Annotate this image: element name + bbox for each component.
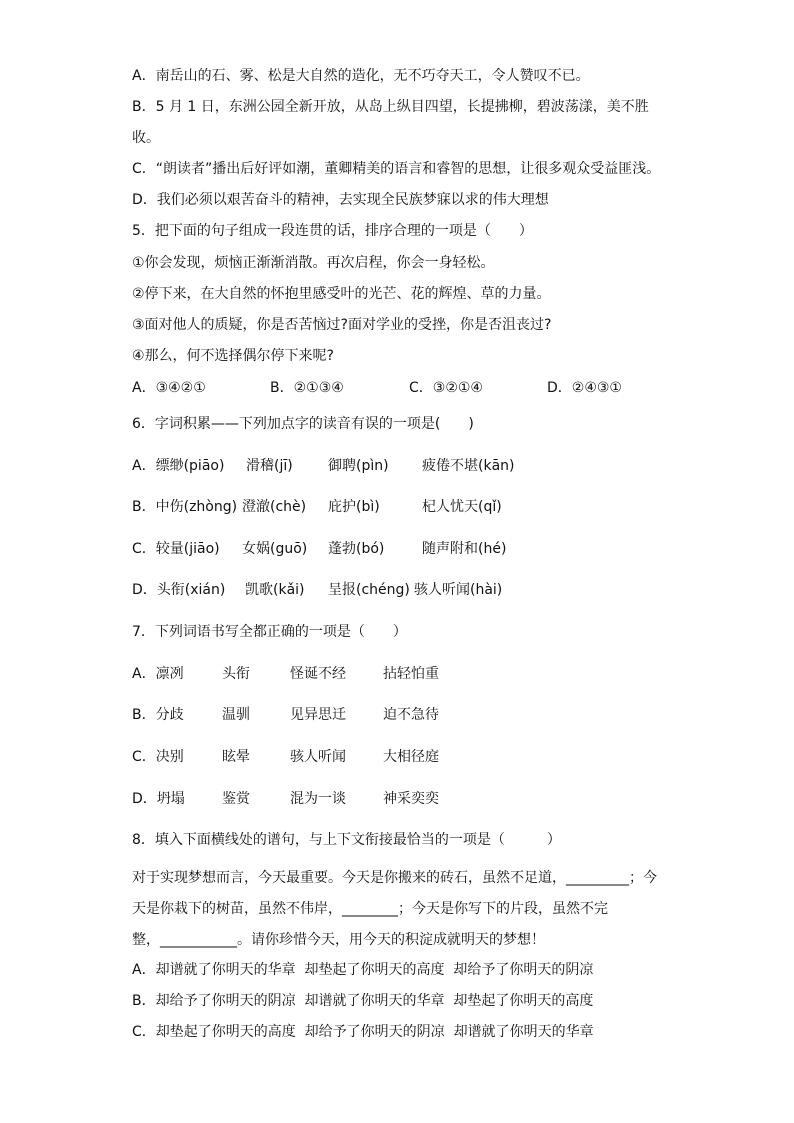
q7-cell: 混为一谈 (290, 791, 346, 807)
q6-cell: 蓬勃(bó) (328, 541, 385, 557)
q8-passage-line1: 对于实现梦想而言，今天最重要。今天是你搬来的砖石，虽然不足道，_________；今 (132, 870, 657, 886)
q6-cell: 杞人忧天(qǐ) (422, 499, 502, 515)
q8-passage-line2: 天是你栽下的树苗，虽然不伟岸，________；今天是你写下的片段，虽然不完 (132, 901, 608, 917)
q6-cell: 骇人听闻(hài) (414, 582, 503, 598)
q6-option-row (132, 580, 503, 600)
q7-cell: 温驯 (222, 707, 250, 723)
q7-cell: 鉴赏 (222, 791, 250, 807)
q6-cell: A．缥缈(piāo) (132, 458, 225, 474)
q7-cell: 头衔 (222, 666, 250, 682)
q6-cell: D．头衔(xián) (132, 582, 226, 598)
q5-options-row (132, 378, 622, 398)
q6-cell: 滑稽(jī) (246, 458, 293, 474)
q6-option-row (132, 497, 502, 517)
q4-option-a: A．南岳山的石、雾、松是大自然的造化，无不巧夺天工，令人赞叹不已。 (132, 68, 590, 84)
q4-option-b-line1: B．5 月 1 日，东洲公园全新开放，从岛上纵目四望，长提拂柳，碧波荡漾，美不胜 (132, 99, 649, 115)
q6-cell: 女娲(guō) (242, 541, 308, 557)
q7-option-row (132, 747, 439, 767)
q8-option-c: C．却垫起了你明天的高度 却给予了你明天的阴凉 却谱就了你明天的华章 (132, 1024, 594, 1040)
q7-cell: A．凛冽 (132, 666, 184, 682)
q8-option-b: B．却给予了你明天的阴凉 却谱就了你明天的华章 却垫起了你明天的高度 (132, 993, 594, 1009)
q6-cell: 澄澈(chè) (242, 499, 307, 515)
q7-cell: 怪诞不经 (290, 666, 346, 682)
q5-option-b: B．②①③④ (270, 380, 344, 396)
q4-option-d: D．我们必须以艰苦奋斗的精神，去实现全民族梦寐以求的伟大理想 (132, 192, 549, 208)
q4-option-c: C．“朗读者”播出后好评如潮，董卿精美的语言和睿智的思想，让很多观众受益匪浅。 (132, 161, 661, 177)
q5-option-a: A．③④②① (132, 380, 206, 396)
q7-cell: 神采奕奕 (383, 791, 439, 807)
q7-cell: 见异思迁 (290, 707, 346, 723)
q6-cell: 凯歌(kǎi) (245, 582, 305, 598)
q7-stem: 7．下列词语书写全都正确的一项是（ ） (132, 624, 407, 640)
q6-cell: 呈报(chéng) (328, 582, 410, 598)
q7-cell: 迫不急待 (383, 707, 439, 723)
q5-stem: 5．把下面的句子组成一段连贯的话，排序合理的一项是（ ） (132, 223, 533, 239)
q6-cell: B．中伤(zhòng) (132, 499, 238, 515)
q6-option-row (132, 539, 507, 559)
q4-option-b-line2: 收。 (132, 130, 160, 146)
q5-sentence-4: ④那么，何不选择偶尔停下来呢? (132, 348, 334, 364)
q6-option-row (132, 456, 515, 476)
q7-cell: D．坍塌 (132, 791, 185, 807)
q6-cell: 随声附和(hé) (422, 541, 507, 557)
q7-cell: 眩晕 (222, 749, 250, 765)
q7-option-row (132, 705, 439, 725)
q5-sentence-3: ③面对他人的质疑，你是否苦恼过?面对学业的受挫，你是否沮丧过? (132, 317, 552, 333)
q5-option-c: C．③②①④ (409, 380, 483, 396)
q5-sentence-2: ②停下来，在大自然的怀抱里感受叶的光芒、花的辉煌、草的力量。 (132, 286, 551, 302)
q8-passage-line3: 整，___________。请你珍惜今天，用今天的积淀成就明天的梦想！ (132, 932, 545, 948)
q7-cell: 骇人听闻 (290, 749, 346, 765)
q6-stem: 6．字词积累——下列加点字的读音有误的一项是( ) (132, 416, 474, 432)
q7-cell: 拈轻怕重 (383, 666, 439, 682)
q5-option-d: D．②④③① (547, 380, 622, 396)
q7-option-row (132, 789, 439, 809)
q6-cell: 庇护(bì) (328, 499, 380, 515)
q7-cell: C．决别 (132, 749, 184, 765)
q6-cell: C．较量(jiāo) (132, 541, 220, 557)
q7-option-row (132, 664, 439, 684)
q7-cell: 大相径庭 (383, 749, 439, 765)
q5-sentence-1: ①你会发现，烦恼正渐渐消散。再次启程，你会一身轻松。 (132, 255, 495, 271)
q8-option-a: A．却谱就了你明天的华章 却垫起了你明天的高度 却给予了你明天的阴凉 (132, 962, 594, 978)
q7-cell: B．分歧 (132, 707, 184, 723)
q8-stem: 8．填入下面横线处的谱句，与上下文衔接最恰当的一项是（ ） (132, 832, 561, 848)
q6-cell: 疲倦不堪(kān) (422, 458, 515, 474)
q6-cell: 御聘(pìn) (328, 458, 389, 474)
